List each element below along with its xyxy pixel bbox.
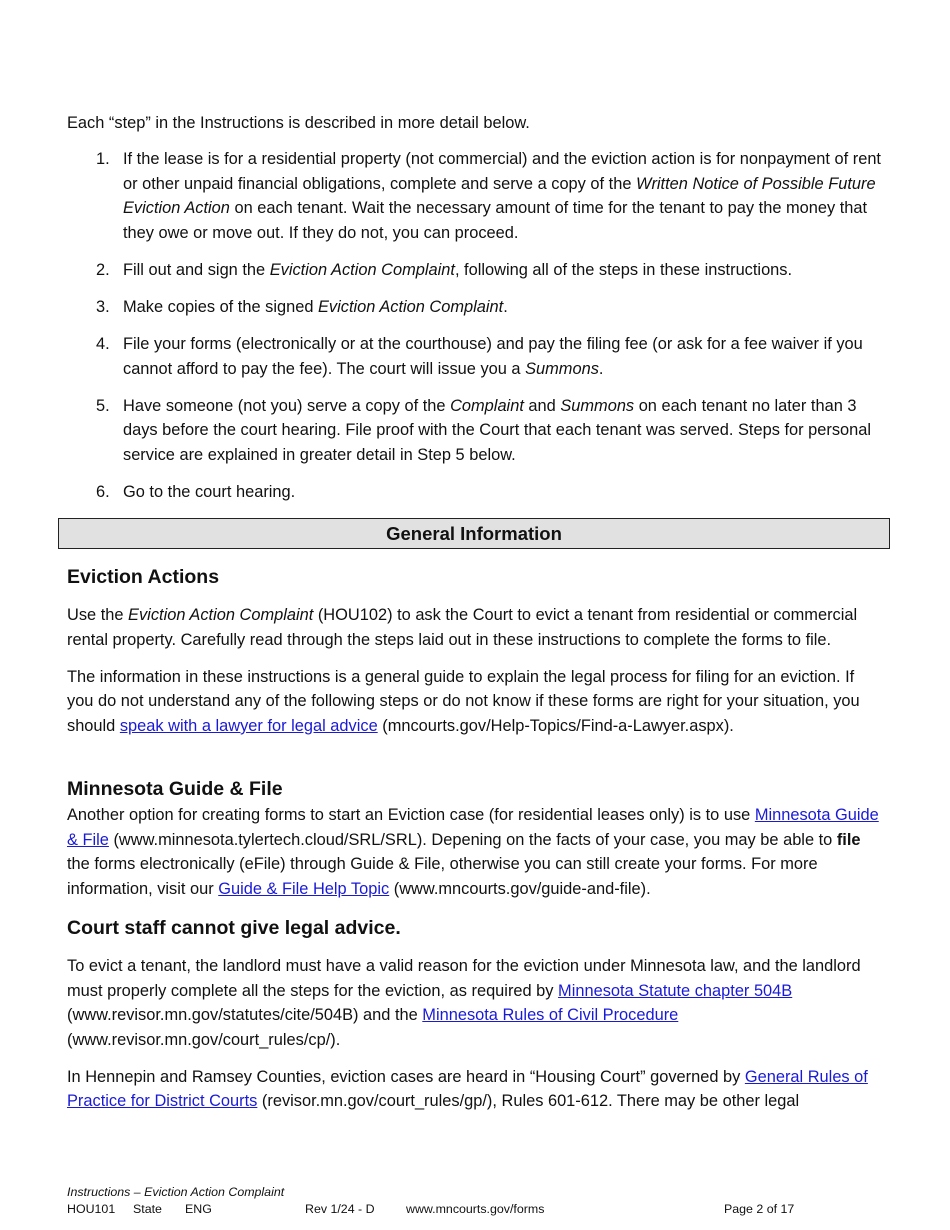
list-item	[67, 258, 883, 283]
list-item	[67, 480, 883, 505]
list-item	[67, 332, 883, 381]
general-rules-link[interactable]: General Rules of Practice for District Courts	[67, 1067, 868, 1111]
footer-url: www.mncourts.gov/forms	[406, 1202, 545, 1216]
form-title: Eviction Action Complaint	[128, 606, 314, 624]
guide-and-file-link[interactable]: Minnesota Guide & File	[67, 806, 879, 849]
step-text: on each tenant no later than 3 days before the court hearing. File proof with the Court that each tenant was served. Steps for personal service are explained in greater detail in Step 5 below.	[123, 396, 872, 464]
page-number: Page 2 of 17	[724, 1202, 795, 1216]
step-text: and	[523, 396, 561, 415]
footer-title: Instructions – Eviction Action Complaint	[67, 1185, 285, 1199]
step-form-title: Eviction Action Complaint	[317, 297, 504, 316]
step-number: 6.	[96, 483, 110, 502]
step-form-title: Eviction Action Complaint	[269, 260, 455, 279]
step-form-title: Complaint	[450, 396, 524, 415]
list-item	[67, 394, 883, 468]
text: (www.revisor.mn.gov/court_rules/cp/).	[67, 1030, 341, 1049]
paragraph	[67, 603, 883, 652]
text: (www.revisor.mn.gov/statutes/cite/504B) and the	[67, 1006, 423, 1025]
text: (revisor.mn.gov/court_rules/gp/), Rules 601-612. There may be other legal	[257, 1092, 800, 1111]
step-text: on each tenant. Wait the necessary amount of time for the tenant to pay the money that they owe or move out. If they do not, you can proceed.	[123, 199, 868, 242]
general-information-banner: General Information	[58, 518, 890, 549]
page-footer	[67, 1184, 883, 1218]
step-text: If the lease is for a residential property (not commercial) and the eviction action is for nonpayment of rent or other unpaid financial obligations, complete and serve a copy of the	[123, 150, 881, 193]
text: In Hennepin and Ramsey Counties, eviction cases are heard in “Housing Court” governed by	[67, 1067, 745, 1086]
text: To evict a tenant, the landlord must have a valid reason for the eviction under Minnesota law, and the landlord must properly complete all the steps for the eviction, as required by	[67, 957, 861, 1000]
list-item	[67, 147, 883, 245]
eviction-actions-section	[67, 564, 883, 738]
paragraph	[67, 954, 883, 1052]
step-number: 5.	[96, 396, 110, 415]
text: Use the	[67, 606, 129, 624]
text: (www.mncourts.gov/guide-and-file).	[389, 879, 651, 898]
paragraph	[67, 665, 883, 739]
form-language: ENG	[185, 1202, 212, 1216]
step-text: File your forms (electronically or at the courthouse) and pay the filing fee (or ask for a fee waiver if you cannot afford to pay the fee). The court will issue you a	[123, 335, 863, 378]
paragraph	[67, 803, 883, 901]
section-heading: Minnesota Guide & File	[67, 778, 283, 800]
step-number: 4.	[96, 335, 110, 354]
step-text: , following all of the steps in these instructions.	[454, 260, 793, 279]
text: The information in these instructions is a general guide to explain the legal process for filing for an eviction. If you do not understand any of the following steps or do not know if these forms are right for your situation, you should	[67, 667, 860, 735]
intro-text: Each “step” in the Instructions is described in more detail below.	[67, 114, 530, 132]
step-form-title: Summons	[525, 359, 599, 378]
bold-text: file	[836, 830, 861, 849]
step-form-title: Summons	[560, 396, 635, 415]
text: Another option for creating forms to start an Eviction case (for residential leases only) is to use	[67, 806, 755, 824]
lawyer-advice-link[interactable]: speak with a lawyer for legal advice	[119, 716, 378, 735]
guide-and-file-help-link[interactable]: Guide & File Help Topic	[218, 879, 390, 898]
step-number: 2.	[96, 260, 110, 279]
statute-504b-link[interactable]: Minnesota Statute chapter 504B	[558, 981, 793, 1000]
step-text: Have someone (not you) serve a copy of the	[123, 396, 451, 415]
form-state: State	[133, 1202, 162, 1216]
section-heading: Eviction Actions	[67, 566, 220, 588]
step-text: Make copies of the signed	[123, 297, 318, 316]
step-text: Go to the court hearing.	[123, 483, 296, 502]
form-code: HOU101	[67, 1202, 116, 1216]
step-number: 1.	[96, 150, 110, 168]
text: (www.minnesota.tylertech.cloud/SRL/SRL). Depening on the facts of your case, you may be able to	[108, 830, 837, 849]
text: (mncourts.gov/Help-Topics/Find-a-Lawyer.aspx).	[377, 716, 734, 735]
text: (HOU102) to ask the Court to evict a tenant from residential or commercial rental property. Carefully read through the steps laid out in these instructions to complete the forms to file.	[67, 606, 858, 649]
steps-list	[67, 147, 883, 517]
revision: Rev 1/24 - D	[305, 1202, 375, 1216]
step-text: Fill out and sign the	[123, 260, 270, 279]
civil-procedure-rules-link[interactable]: Minnesota Rules of Civil Procedure	[422, 1006, 679, 1025]
paragraph	[67, 1065, 883, 1114]
legal-advice-section	[67, 915, 883, 1114]
step-text: .	[503, 297, 508, 316]
step-number: 3.	[96, 297, 110, 316]
guide-and-file-section	[67, 776, 883, 901]
section-heading: Court staff cannot give legal advice.	[67, 917, 401, 939]
step-text: .	[598, 359, 604, 378]
text: the forms electronically (eFile) through Guide & File, otherwise you can still create your forms. For more information, visit our	[67, 855, 818, 898]
list-item	[67, 295, 883, 320]
step-form-title: Written Notice of Possible Future Eviction Action	[123, 174, 876, 218]
